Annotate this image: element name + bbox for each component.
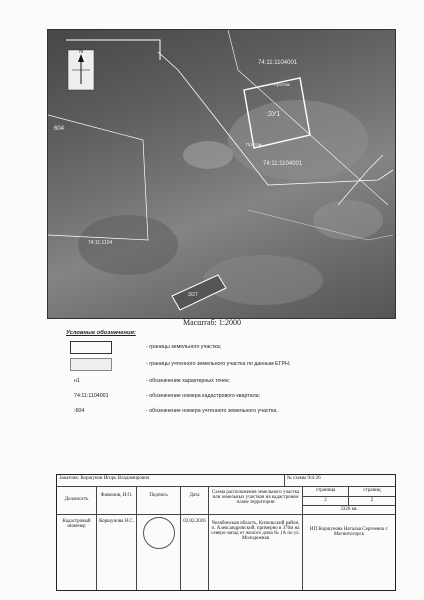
legend-item	[60, 341, 380, 355]
header-signature: Подпись	[137, 487, 181, 515]
sheet-label: страница	[303, 487, 349, 497]
legend-item	[60, 390, 380, 404]
map-label-dim-bottom: Протяж	[246, 142, 262, 147]
legend-description: - обозначение характерных точек;	[146, 378, 230, 384]
legend-description: - обозначение номера кадастрового квартала;	[146, 393, 261, 399]
sheet-number: 2	[303, 497, 349, 506]
seal-stamp	[143, 517, 175, 549]
registered-boundary-symbol	[70, 358, 112, 371]
legend-item	[60, 405, 380, 419]
header-surname: Фамилия, И.О.	[97, 487, 137, 515]
legend-title: Условные обозначения:	[66, 330, 136, 336]
map-label-parcel-604: 604	[54, 126, 65, 132]
location: Челябинская область, Кизильский район, п. Александровский, примерно в 370м на северо-запад от жилого дома № 1А по ул. Молодежная	[209, 515, 303, 590]
plot-boundary-symbol	[70, 341, 112, 354]
satellite-map	[47, 29, 396, 319]
role: Кадастровый инженер	[57, 515, 97, 590]
sign-date: 02.02.2026	[181, 515, 209, 590]
legend-symbol-text: 74:11:1104001	[74, 393, 109, 399]
map-label-point: :3У1	[266, 111, 281, 118]
map-label-parcel-bottom: 3/27	[188, 292, 198, 298]
title-block	[56, 474, 396, 591]
map-scale: Масштаб: 1:2000	[182, 318, 242, 327]
map-label-quarter-right: 74:11:1104001	[263, 161, 303, 167]
legend-description: - границы учтенного земельного участка по данным ЕГРН;	[146, 361, 291, 367]
legend-symbol-text: н1	[74, 378, 80, 384]
organization: ИП Коршунова Наталья Сергеевна г. Магнитогорск	[309, 527, 389, 537]
sheets-label: страниц	[349, 487, 395, 497]
customer-field: Заказчик: Коршунов Игорь Владимирович	[57, 475, 285, 487]
map-label-quarter-top: 74:11:1104001	[258, 60, 298, 66]
signature-cell	[137, 515, 181, 590]
legend-description: - границы земельного участка;	[146, 344, 222, 350]
scheme-number: № схемы 9/4-26	[285, 475, 395, 487]
plot-area: 3326 кв.	[303, 506, 395, 515]
legend-symbol-text: :604	[74, 408, 85, 414]
north-label: N	[79, 49, 83, 55]
header-position: Должность	[57, 487, 97, 515]
map-label-dim-top: Протяж	[274, 82, 290, 87]
map-label-quarter-mid: 74:11:1104	[88, 240, 113, 246]
map-overlay	[48, 30, 395, 318]
legend-description: - обозначение номера учтенного земельного участка.	[146, 408, 278, 414]
header-date: Дата	[181, 487, 209, 515]
legend-item	[60, 375, 380, 389]
sheets-count: 2	[349, 497, 395, 506]
legend-item	[60, 358, 380, 372]
document-title: Схема расположения земельного участка или земельных участков на кадастровом плане территории	[209, 487, 303, 515]
engineer-name: Коршунова Н.С.	[97, 515, 137, 590]
